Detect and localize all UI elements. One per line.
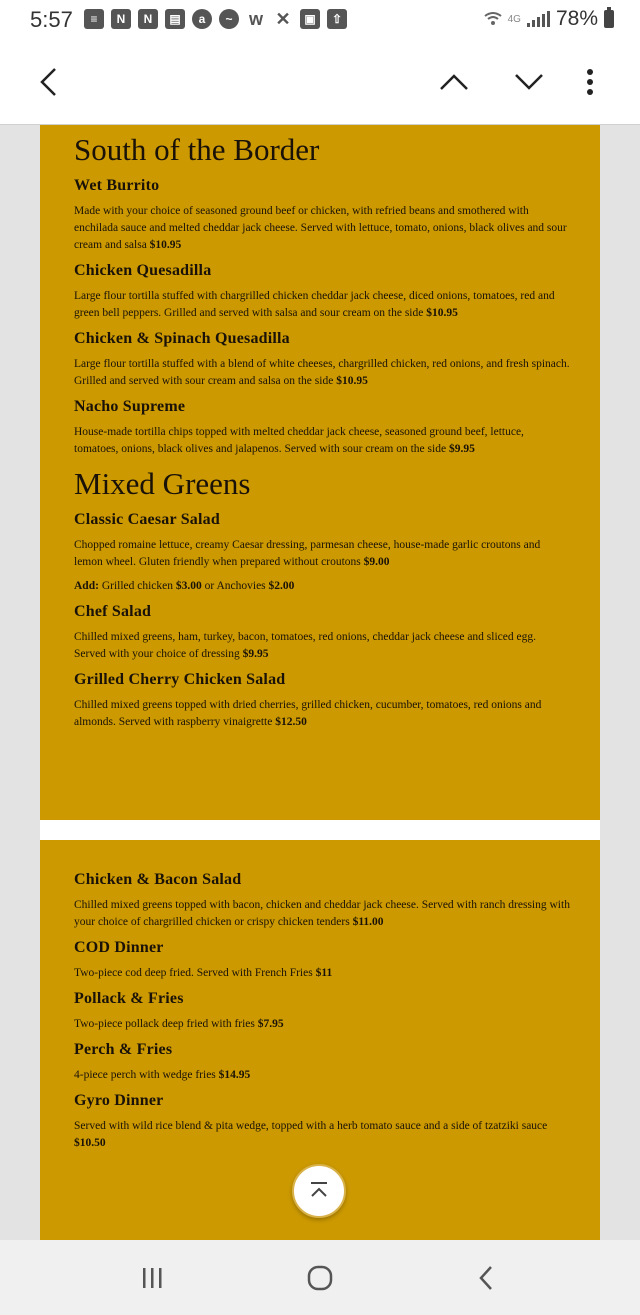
menu-item-addons: Add: Grilled chicken $3.00 or Anchovies $2.00 — [74, 580, 295, 592]
signal-icon — [527, 11, 550, 27]
menu-item-price: $14.95 — [218, 1069, 251, 1081]
scroll-to-top-icon — [307, 1181, 331, 1201]
status-time: 5:57 — [30, 7, 73, 32]
section-title-south: South of the Border — [74, 132, 320, 167]
gallery-icon: ▣ — [300, 9, 320, 29]
chevron-left-icon — [37, 67, 59, 97]
network-type: 4G — [507, 13, 521, 25]
messenger-icon: ~ — [219, 9, 239, 29]
menu-item-desc: Chopped romaine lettuce, creamy Caesar dressing, parmesan cheese, house-made garlic croutons and lemon wheel. Gluten friendly when prepared without croutons $9.00 — [74, 539, 541, 568]
menu-item-price: $10.95 — [336, 375, 368, 387]
menu-item-price: $9.00 — [363, 556, 390, 568]
menu-item-price: $10.95 — [149, 239, 182, 251]
menu-item-name: Grilled Cherry Chicken Salad — [74, 671, 286, 688]
recents-icon — [140, 1266, 164, 1290]
page-2-content — [74, 870, 570, 1152]
menu-item-price: $10.95 — [426, 307, 458, 319]
system-back-button[interactable] — [466, 1260, 506, 1296]
tools-icon: ✕ — [275, 9, 291, 29]
menu-item-desc: 4-piece perch with wedge fries $14.95 — [74, 1069, 251, 1081]
n-app-icon: N — [111, 9, 131, 29]
menu-item-name: Nacho Supreme — [74, 398, 186, 415]
upload-icon: ⇧ — [327, 9, 347, 29]
menu-page-1 — [40, 125, 600, 820]
back-icon — [478, 1265, 494, 1291]
menu-item-name: Chef Salad — [74, 603, 152, 620]
menu-item-name: Wet Burrito — [74, 177, 160, 194]
viewer-toolbar — [0, 40, 640, 125]
scroll-to-top-button[interactable] — [292, 1164, 346, 1218]
battery-percent: 78% — [555, 7, 598, 30]
wifi-icon — [484, 11, 502, 27]
battery-icon — [604, 10, 614, 28]
menu-item-name: Perch & Fries — [74, 1041, 173, 1058]
menu-item-desc: Two-piece cod deep fried. Served with French Fries $11 — [74, 967, 333, 979]
menu-item-desc: Chilled mixed greens topped with bacon, chicken and cheddar jack cheese. Served with ranch dressing with your choice of chargrilled chicken or crispy chicken tenders $11.00 — [74, 899, 570, 928]
menu-item-name: Gyro Dinner — [74, 1092, 164, 1109]
menu-item-price: $11 — [315, 967, 333, 979]
navigation-bar — [0, 1240, 640, 1315]
menu-item-price: $11.00 — [352, 916, 384, 928]
message-icon: ≡ — [84, 9, 104, 29]
menu-item-name: Chicken & Spinach Quesadilla — [74, 330, 290, 347]
menu-item-desc: Chilled mixed greens, ham, turkey, bacon, tomatoes, red onions, cheddar jack cheese and sliced egg. Served with your choice of dressing $9.95 — [74, 631, 536, 660]
menu-item-name: COD Dinner — [74, 939, 164, 956]
menu-item-price: $9.95 — [242, 648, 269, 660]
menu-item-desc: Large flour tortilla stuffed with chargrilled chicken cheddar jack cheese, diced onions, tomatoes, red and green bell peppers. Grilled and served with salsa and sour cream on the side $10.95 — [74, 290, 555, 319]
n-app-icon: N — [138, 9, 158, 29]
status-bar — [0, 0, 640, 40]
more-vertical-icon — [586, 68, 594, 96]
next-button[interactable] — [507, 60, 551, 104]
status-right — [484, 7, 614, 31]
menu-item-price: $7.95 — [257, 1018, 284, 1030]
recents-button[interactable] — [132, 1260, 172, 1296]
back-button[interactable] — [26, 60, 70, 104]
chevron-up-icon — [439, 73, 469, 91]
home-button[interactable] — [300, 1260, 340, 1296]
menu-item-name: Chicken Quesadilla — [74, 262, 212, 279]
w-app-icon: w — [248, 9, 263, 29]
menu-item-name: Chicken & Bacon Salad — [74, 871, 242, 888]
amazon-icon: a — [192, 9, 212, 29]
home-icon — [306, 1264, 334, 1292]
news-icon: ▤ — [165, 9, 185, 29]
menu-item-desc: Served with wild rice blend & pita wedge, topped with a herb tomato sauce and a side of tzatziki sauce $10.50 — [74, 1120, 548, 1149]
previous-button[interactable] — [432, 60, 476, 104]
section-title-greens: Mixed Greens — [74, 466, 251, 501]
more-options-button[interactable] — [568, 60, 612, 104]
menu-item-price: $12.50 — [275, 716, 307, 728]
menu-item-desc: House-made tortilla chips topped with melted cheddar jack cheese, seasoned ground beef, lettuce, tomatoes, onions, black olives and jalapenos. Served with sour cream on the side $9.95 — [74, 426, 524, 455]
menu-item-desc: Made with your choice of seasoned ground beef or chicken, with refried beans and smothered with enchilada sauce and melted cheddar jack cheese. Served with lettuce, tomato, onions, black olives and sour cream and salsa $10.95 — [74, 205, 567, 251]
page-1-content — [74, 131, 570, 731]
chevron-down-icon — [514, 73, 544, 91]
menu-item-desc: Chilled mixed greens topped with dried cherries, grilled chicken, cucumber, tomatoes, red onions and almonds. Served with raspberry vinaigrette $12.50 — [74, 699, 542, 728]
page-separator — [40, 820, 600, 840]
menu-item-price: $10.50 — [74, 1137, 106, 1149]
menu-item-price: $9.95 — [448, 443, 475, 455]
menu-item-name: Classic Caesar Salad — [74, 511, 220, 528]
menu-item-desc: Large flour tortilla stuffed with a blend of white cheeses, chargrilled chicken, red onions, and fresh spinach. Grilled and served with sour cream and salsa on the side $10.95 — [74, 358, 570, 387]
menu-item-name: Pollack & Fries — [74, 990, 184, 1007]
menu-item-desc: Two-piece pollack deep fried with fries $7.95 — [74, 1018, 284, 1030]
notification-icons — [84, 9, 347, 29]
